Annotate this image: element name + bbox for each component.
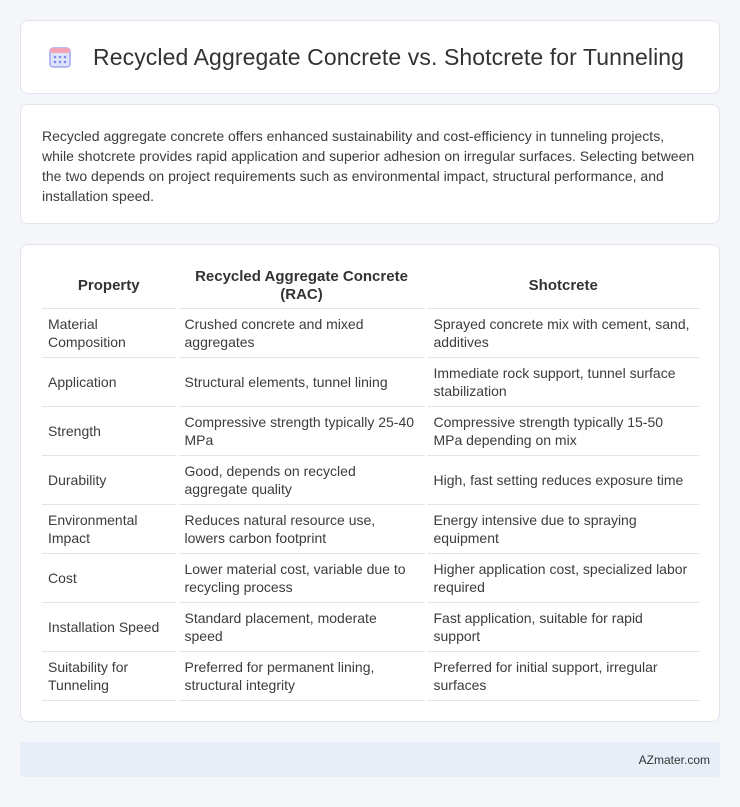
rac-cell: Preferred for permanent lining, structural integrity [177, 651, 426, 700]
shotcrete-cell: Higher application cost, specialized labor required [426, 553, 699, 602]
shotcrete-cell: Sprayed concrete mix with cement, sand, additives [426, 308, 699, 357]
table-row [42, 357, 699, 406]
column-header-rac: Recycled Aggregate Concrete (RAC) [177, 264, 426, 308]
table-row [42, 455, 699, 504]
rac-cell: Lower material cost, variable due to recycling process [177, 553, 426, 602]
rac-cell: Reduces natural resource use, lowers carbon footprint [177, 504, 426, 553]
property-cell: Suitability for Tunneling [42, 651, 177, 700]
page-title: Recycled Aggregate Concrete vs. Shotcrete for Tunneling [93, 43, 685, 70]
property-cell: Cost [42, 553, 177, 602]
property-cell: Material Composition [42, 308, 177, 357]
property-cell: Strength [42, 406, 177, 455]
table-row [42, 406, 699, 455]
footer [20, 742, 720, 777]
shotcrete-cell: Energy intensive due to spraying equipment [426, 504, 699, 553]
shotcrete-cell: Fast application, suitable for rapid support [426, 602, 699, 651]
table-row [42, 602, 699, 651]
table-row [42, 308, 699, 357]
shotcrete-cell: Immediate rock support, tunnel surface stabilization [426, 357, 699, 406]
property-cell: Durability [42, 455, 177, 504]
rac-cell: Compressive strength typically 25-40 MPa [177, 406, 426, 455]
property-cell: Environmental Impact [42, 504, 177, 553]
comparison-table [42, 264, 699, 701]
shotcrete-cell: High, fast setting reduces exposure time [426, 455, 699, 504]
column-header-shotcrete: Shotcrete [426, 264, 699, 308]
comparison-card [20, 244, 720, 722]
intro-card [20, 104, 720, 224]
footer-brand: AZmater.com [638, 752, 710, 767]
rac-cell: Structural elements, tunnel lining [177, 357, 426, 406]
intro-text: Recycled aggregate concrete offers enhanced sustainability and cost-efficiency in tunneling projects, while shotcrete provides rapid application and superior adhesion on irregular surfaces. Selecting between the two depends on project requirements such as environmental impact, structural performance, and installation speed. [42, 128, 695, 204]
property-cell: Installation Speed [42, 602, 177, 651]
property-cell: Application [42, 357, 177, 406]
shotcrete-cell: Preferred for initial support, irregular surfaces [426, 651, 699, 700]
table-row [42, 504, 699, 553]
table-row [42, 553, 699, 602]
header-card [20, 20, 720, 94]
shotcrete-cell: Compressive strength typically 15-50 MPa depending on mix [426, 406, 699, 455]
rac-cell: Good, depends on recycled aggregate quality [177, 455, 426, 504]
calendar-icon [48, 45, 72, 69]
table-row [42, 651, 699, 700]
rac-cell: Standard placement, moderate speed [177, 602, 426, 651]
rac-cell: Crushed concrete and mixed aggregates [177, 308, 426, 357]
table-header-row [42, 264, 699, 308]
column-header-property: Property [42, 264, 177, 308]
